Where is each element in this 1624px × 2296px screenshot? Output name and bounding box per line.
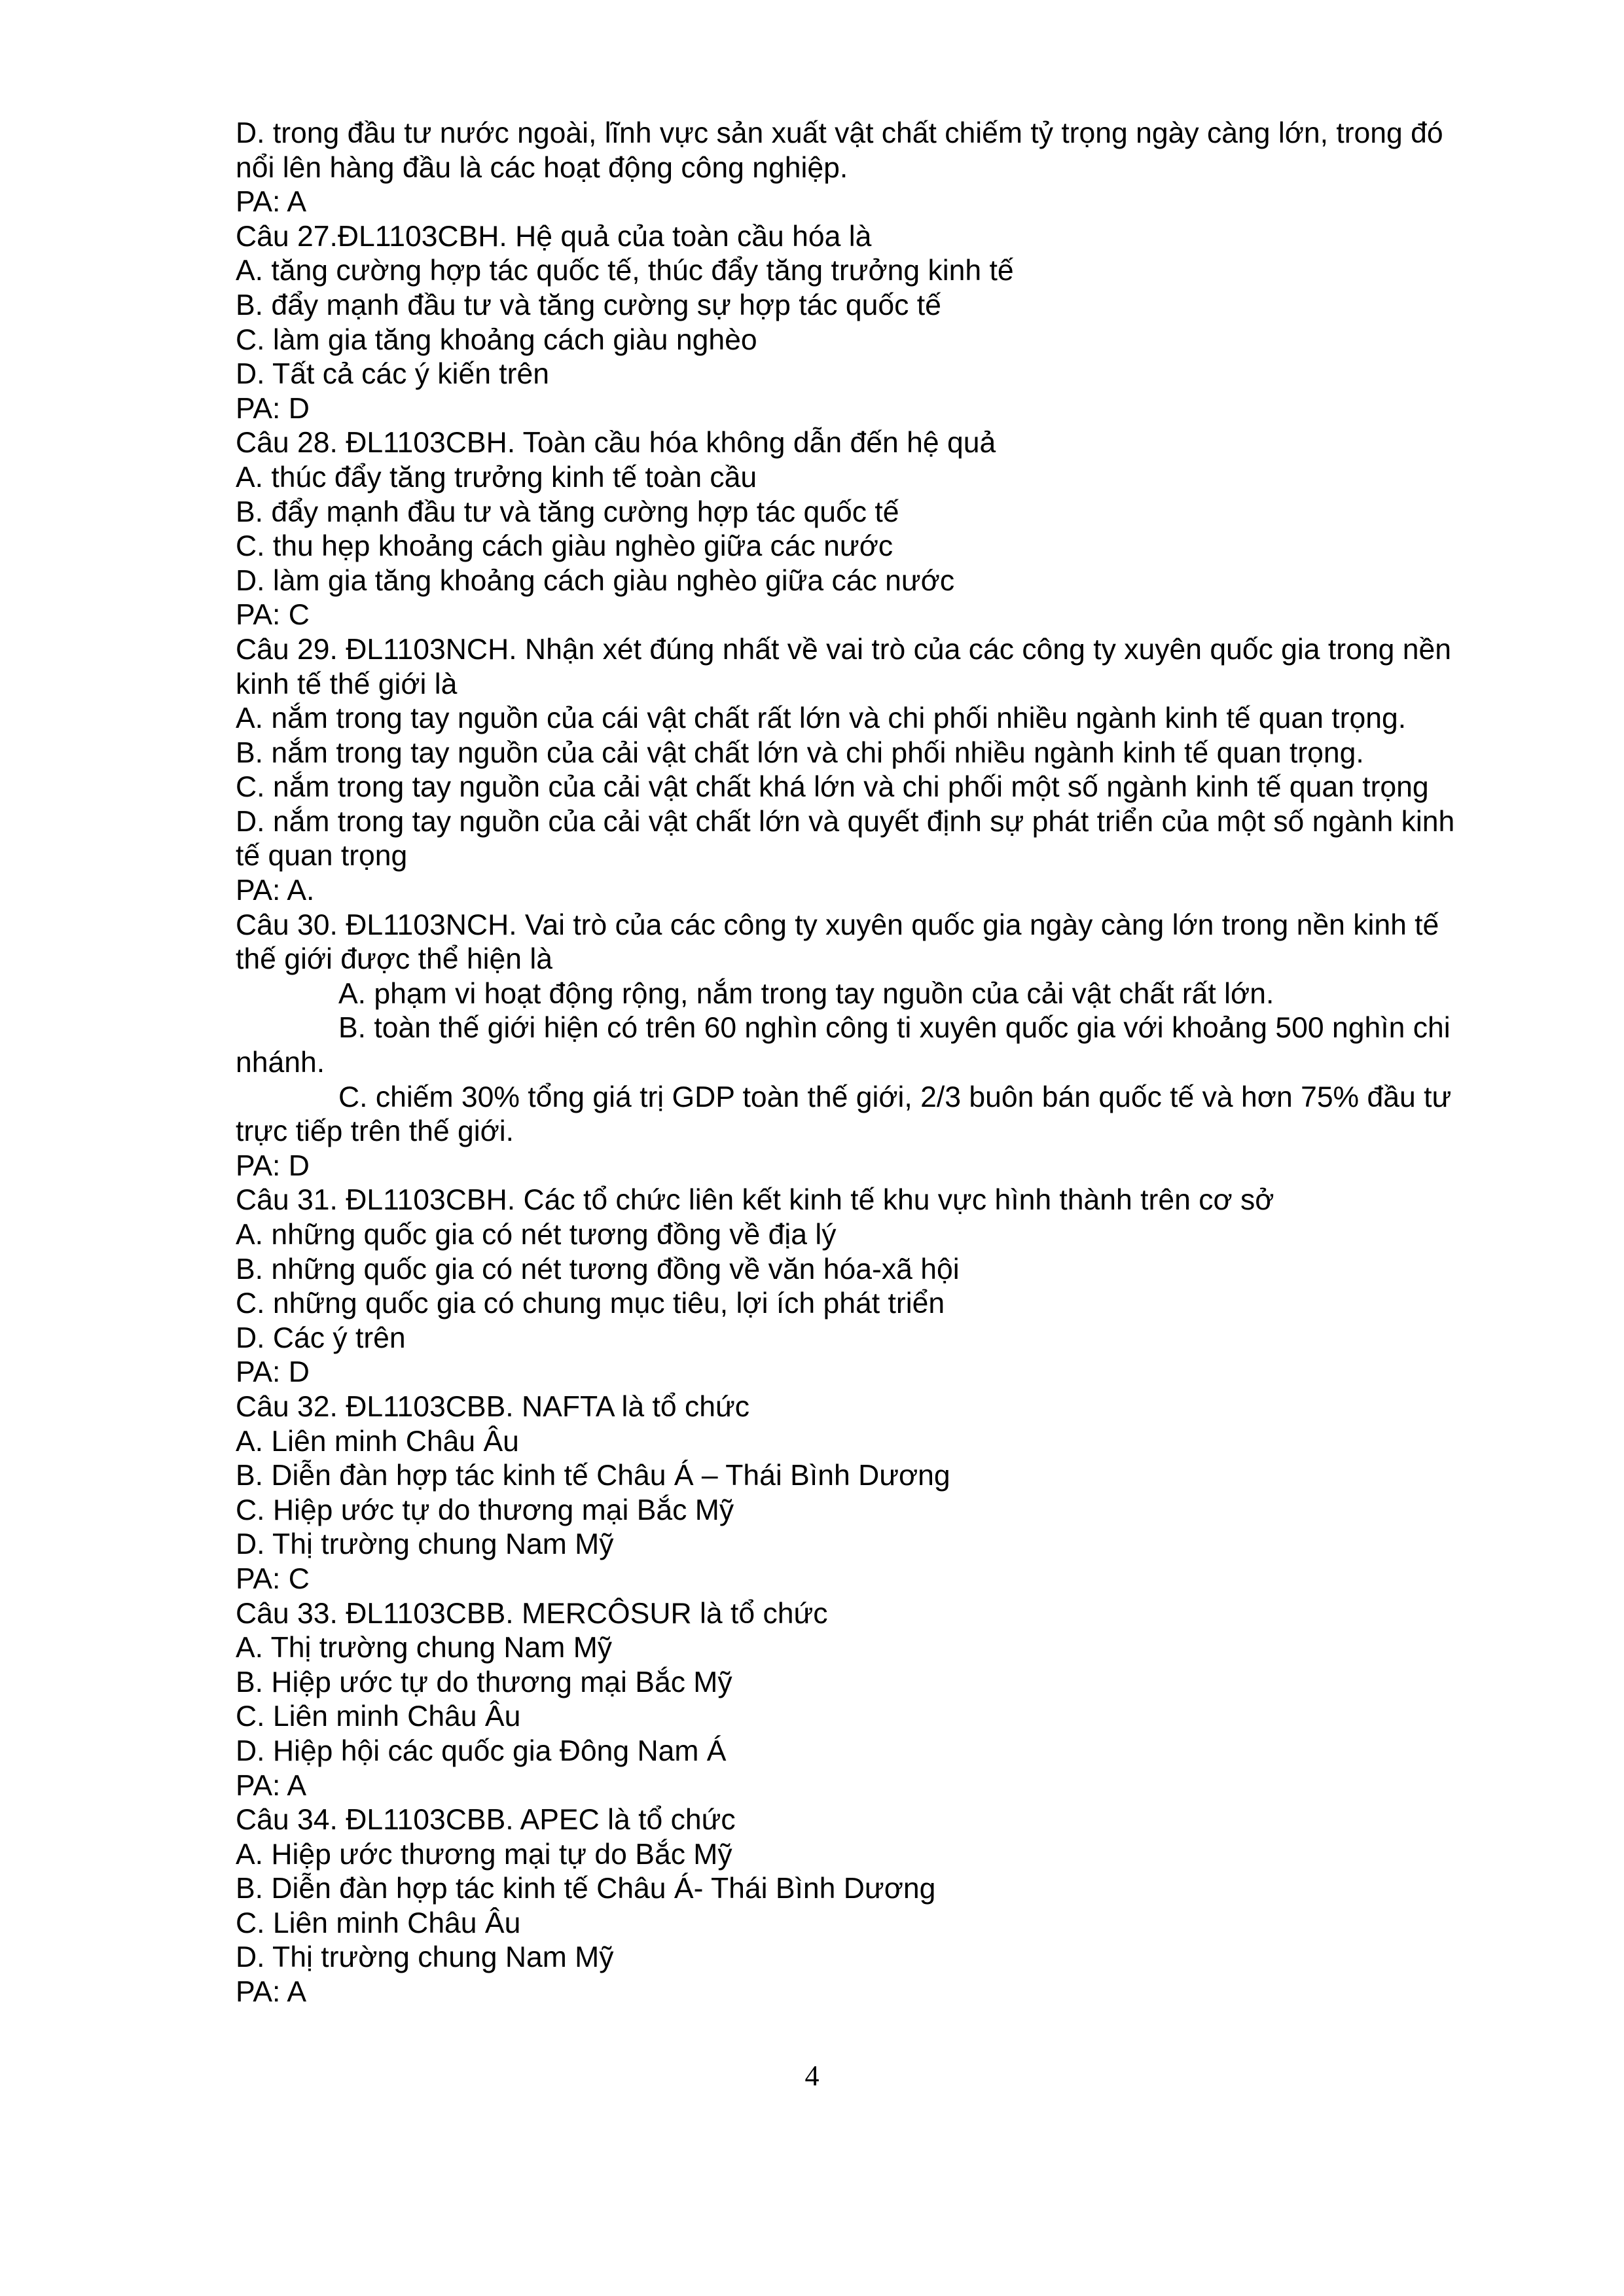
document-body	[236, 117, 1499, 2010]
text-line: PA: C	[236, 1562, 310, 1595]
text-line: C. Liên minh Châu Âu	[236, 1700, 521, 1733]
text-line: B. Diễn đàn hợp tác kinh tế Châu Á – Thái Bình Dương	[236, 1460, 950, 1492]
text-line: A. Hiệp ước thương mại tự do Bắc Mỹ	[236, 1838, 732, 1871]
text-line: D. Hiệp hội các quốc gia Đông Nam Á	[236, 1734, 727, 1767]
text-line: Câu 27.ĐL1103CBH. Hệ quả của toàn cầu hóa là	[236, 220, 872, 253]
text-line: D. Tất cả các ý kiến trên	[236, 358, 549, 391]
text-line: PA: A	[236, 1769, 307, 1802]
text-line: D. Thị trường chung Nam Mỹ	[236, 1528, 614, 1561]
text-line: D. Các ý trên	[236, 1321, 406, 1354]
text-line: A. Liên minh Châu Âu	[236, 1425, 519, 1458]
text-line: D. Thị trường chung Nam Mỹ	[236, 1941, 614, 1974]
text-line: A. thúc đẩy tăng trưởng kinh tế toàn cầu	[236, 461, 757, 493]
text-line: A. nắm trong tay nguồn của cái vật chất rất lớn và chi phối nhiều ngành kinh tế quan trọng.	[236, 702, 1407, 735]
text-line: C. Liên minh Châu Âu	[236, 1907, 521, 1939]
text-line: Câu 28. ĐL1103CBH. Toàn cầu hóa không dẫn đến hệ quả	[236, 427, 996, 459]
text-line: B. Hiệp ước tự do thương mại Bắc Mỹ	[236, 1666, 732, 1698]
text-line: PA: A	[236, 186, 307, 219]
text-line: PA: D	[236, 1356, 310, 1389]
text-line: tế quan trọng	[236, 840, 408, 872]
text-line: D. làm gia tăng khoảng cách giàu nghèo giữa các nước	[236, 564, 955, 597]
text-line: A. phạm vi hoạt động rộng, nắm trong tay nguồn của cải vật chất rất lớn.	[338, 977, 1274, 1010]
text-line: thế giới được thể hiện là	[236, 943, 552, 976]
text-line: Câu 33. ĐL1103CBB. MERCÔSUR là tổ chức	[236, 1597, 828, 1630]
text-line: D. trong đầu tư nước ngoài, lĩnh vực sản xuất vật chất chiếm tỷ trọng ngày càng lớn, trong đó	[236, 117, 1443, 149]
page-number: 4	[804, 2060, 820, 2092]
text-line: C. những quốc gia có chung mục tiêu, lợi ích phát triển	[236, 1287, 945, 1320]
text-line: Câu 32. ĐL1103CBB. NAFTA là tổ chức	[236, 1390, 750, 1423]
text-line: D. nắm trong tay nguồn của cải vật chất lớn và quyết định sự phát triển của một số ngành kinh	[236, 805, 1455, 838]
text-line: PA: D	[236, 392, 310, 425]
text-line: B. toàn thế giới hiện có trên 60 nghìn công ti xuyên quốc gia với khoảng 500 nghìn chi	[338, 1012, 1451, 1045]
text-line: A. Thị trường chung Nam Mỹ	[236, 1632, 613, 1664]
text-line: A. tăng cường hợp tác quốc tế, thúc đẩy tăng trưởng kinh tế	[236, 255, 1014, 287]
text-line: Câu 30. ĐL1103NCH. Vai trò của các công ty xuyên quốc gia ngày càng lớn trong nền kinh tế	[236, 908, 1439, 941]
text-line: B. Diễn đàn hợp tác kinh tế Châu Á- Thái Bình Dương	[236, 1873, 936, 1905]
text-line: A. những quốc gia có nét tương đồng về địa lý	[236, 1219, 837, 1251]
text-line: C. nắm trong tay nguồn của cải vật chất khá lớn và chi phối một số ngành kinh tế quan trọng	[236, 771, 1429, 804]
text-line: Câu 29. ĐL1103NCH. Nhận xét đúng nhất về vai trò của các công ty xuyên quốc gia trong nền	[236, 633, 1451, 666]
text-line: Câu 31. ĐL1103CBH. Các tổ chức liên kết kinh tế khu vực hình thành trên cơ sở	[236, 1184, 1274, 1217]
text-line: C. làm gia tăng khoảng cách giàu nghèo	[236, 323, 757, 356]
text-line: B. nắm trong tay nguồn của cải vật chất lớn và chi phối nhiều ngành kinh tế quan trọng.	[236, 736, 1364, 769]
text-line: trực tiếp trên thế giới.	[236, 1115, 514, 1148]
text-line: PA: C	[236, 599, 310, 632]
text-line: PA: A	[236, 1976, 307, 2009]
text-line: Câu 34. ĐL1103CBB. APEC là tổ chức	[236, 1804, 736, 1837]
text-line: B. đẩy mạnh đầu tư và tăng cường hợp tác quốc tế	[236, 495, 899, 528]
text-line: nổi lên hàng đầu là các hoạt động công nghiệp.	[236, 151, 848, 184]
text-line: kinh tế thế giới là	[236, 668, 458, 700]
text-line: PA: D	[236, 1149, 310, 1182]
text-line: PA: A.	[236, 874, 315, 907]
text-line: B. đẩy mạnh đầu tư và tăng cường sự hợp tác quốc tế	[236, 289, 941, 321]
text-line: C. thu hẹp khoảng cách giàu nghèo giữa các nước	[236, 530, 893, 563]
text-line: B. những quốc gia có nét tương đồng về văn hóa-xã hội	[236, 1253, 960, 1285]
text-line: nhánh.	[236, 1047, 325, 1079]
text-line: C. Hiệp ước tự do thương mại Bắc Mỹ	[236, 1494, 734, 1526]
text-line: C. chiếm 30% tổng giá trị GDP toàn thế giới, 2/3 buôn bán quốc tế và hơn 75% đầu tư	[338, 1081, 1452, 1113]
